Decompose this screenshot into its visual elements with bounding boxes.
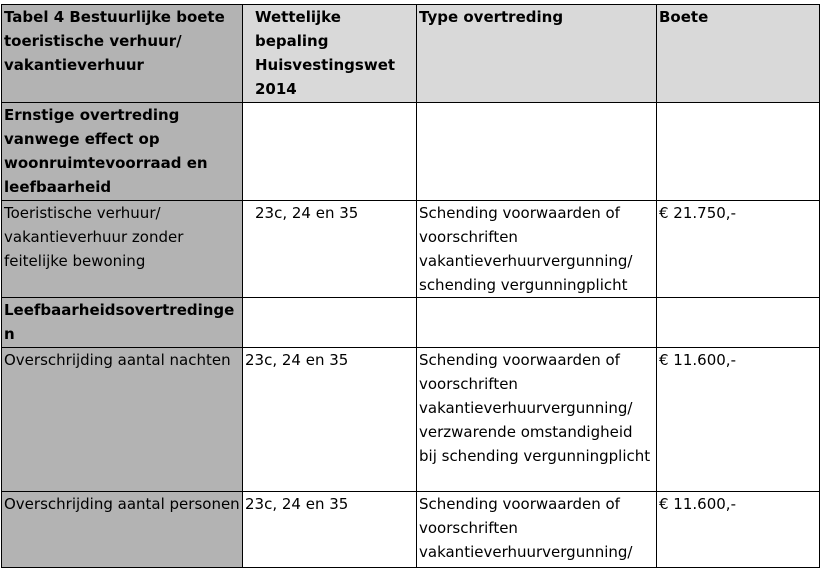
table-row-section	[2, 298, 820, 348]
table-cell	[657, 298, 820, 348]
table-row	[2, 492, 820, 568]
section-label: Ernstige overtreding vanwege effect op woonruimtevoorraad en leefbaarheid	[2, 103, 243, 201]
section-label: Leefbaarheidsovertredinge n	[2, 298, 243, 348]
header-legal-provision: Wettelijke bepaling Huisvestingswet 2014	[243, 5, 417, 103]
violation-type: Schending voorwaarden of voorschriften vakantieverhuurvergunning/ schending vergunningplicht	[417, 201, 657, 298]
violation-description: Overschrijding aantal nachten	[2, 348, 243, 492]
header-table-title: Tabel 4 Bestuurlijke boete toeristische verhuur/ vakantieverhuur	[2, 5, 243, 103]
fine-amount: € 11.600,-	[657, 492, 820, 568]
legal-provision: 23c, 24 en 35	[243, 201, 417, 298]
fine-amount: € 11.600,-	[657, 348, 820, 492]
table-cell	[657, 103, 820, 201]
violation-description: Overschrijding aantal personen	[2, 492, 243, 568]
table-row	[2, 201, 820, 298]
table-header-row	[2, 5, 820, 103]
table-cell	[417, 103, 657, 201]
header-violation-type: Type overtreding	[417, 5, 657, 103]
violation-type: Schending voorwaarden of voorschriften vakantieverhuurvergunning/	[417, 492, 657, 568]
table-row	[2, 348, 820, 492]
table-row-section	[2, 103, 820, 201]
table-cell	[243, 298, 417, 348]
legal-provision: 23c, 24 en 35	[243, 348, 417, 492]
fine-amount: € 21.750,-	[657, 201, 820, 298]
table-cell	[417, 298, 657, 348]
header-fine: Boete	[657, 5, 820, 103]
penalty-table	[1, 4, 820, 568]
table-cell	[243, 103, 417, 201]
violation-type: Schending voorwaarden of voorschriften vakantieverhuurvergunning/ verzwarende omstandigheid bij schending vergunningplicht	[417, 348, 657, 492]
violation-description: Toeristische verhuur/ vakantieverhuur zonder feitelijke bewoning	[2, 201, 243, 298]
legal-provision: 23c, 24 en 35	[243, 492, 417, 568]
